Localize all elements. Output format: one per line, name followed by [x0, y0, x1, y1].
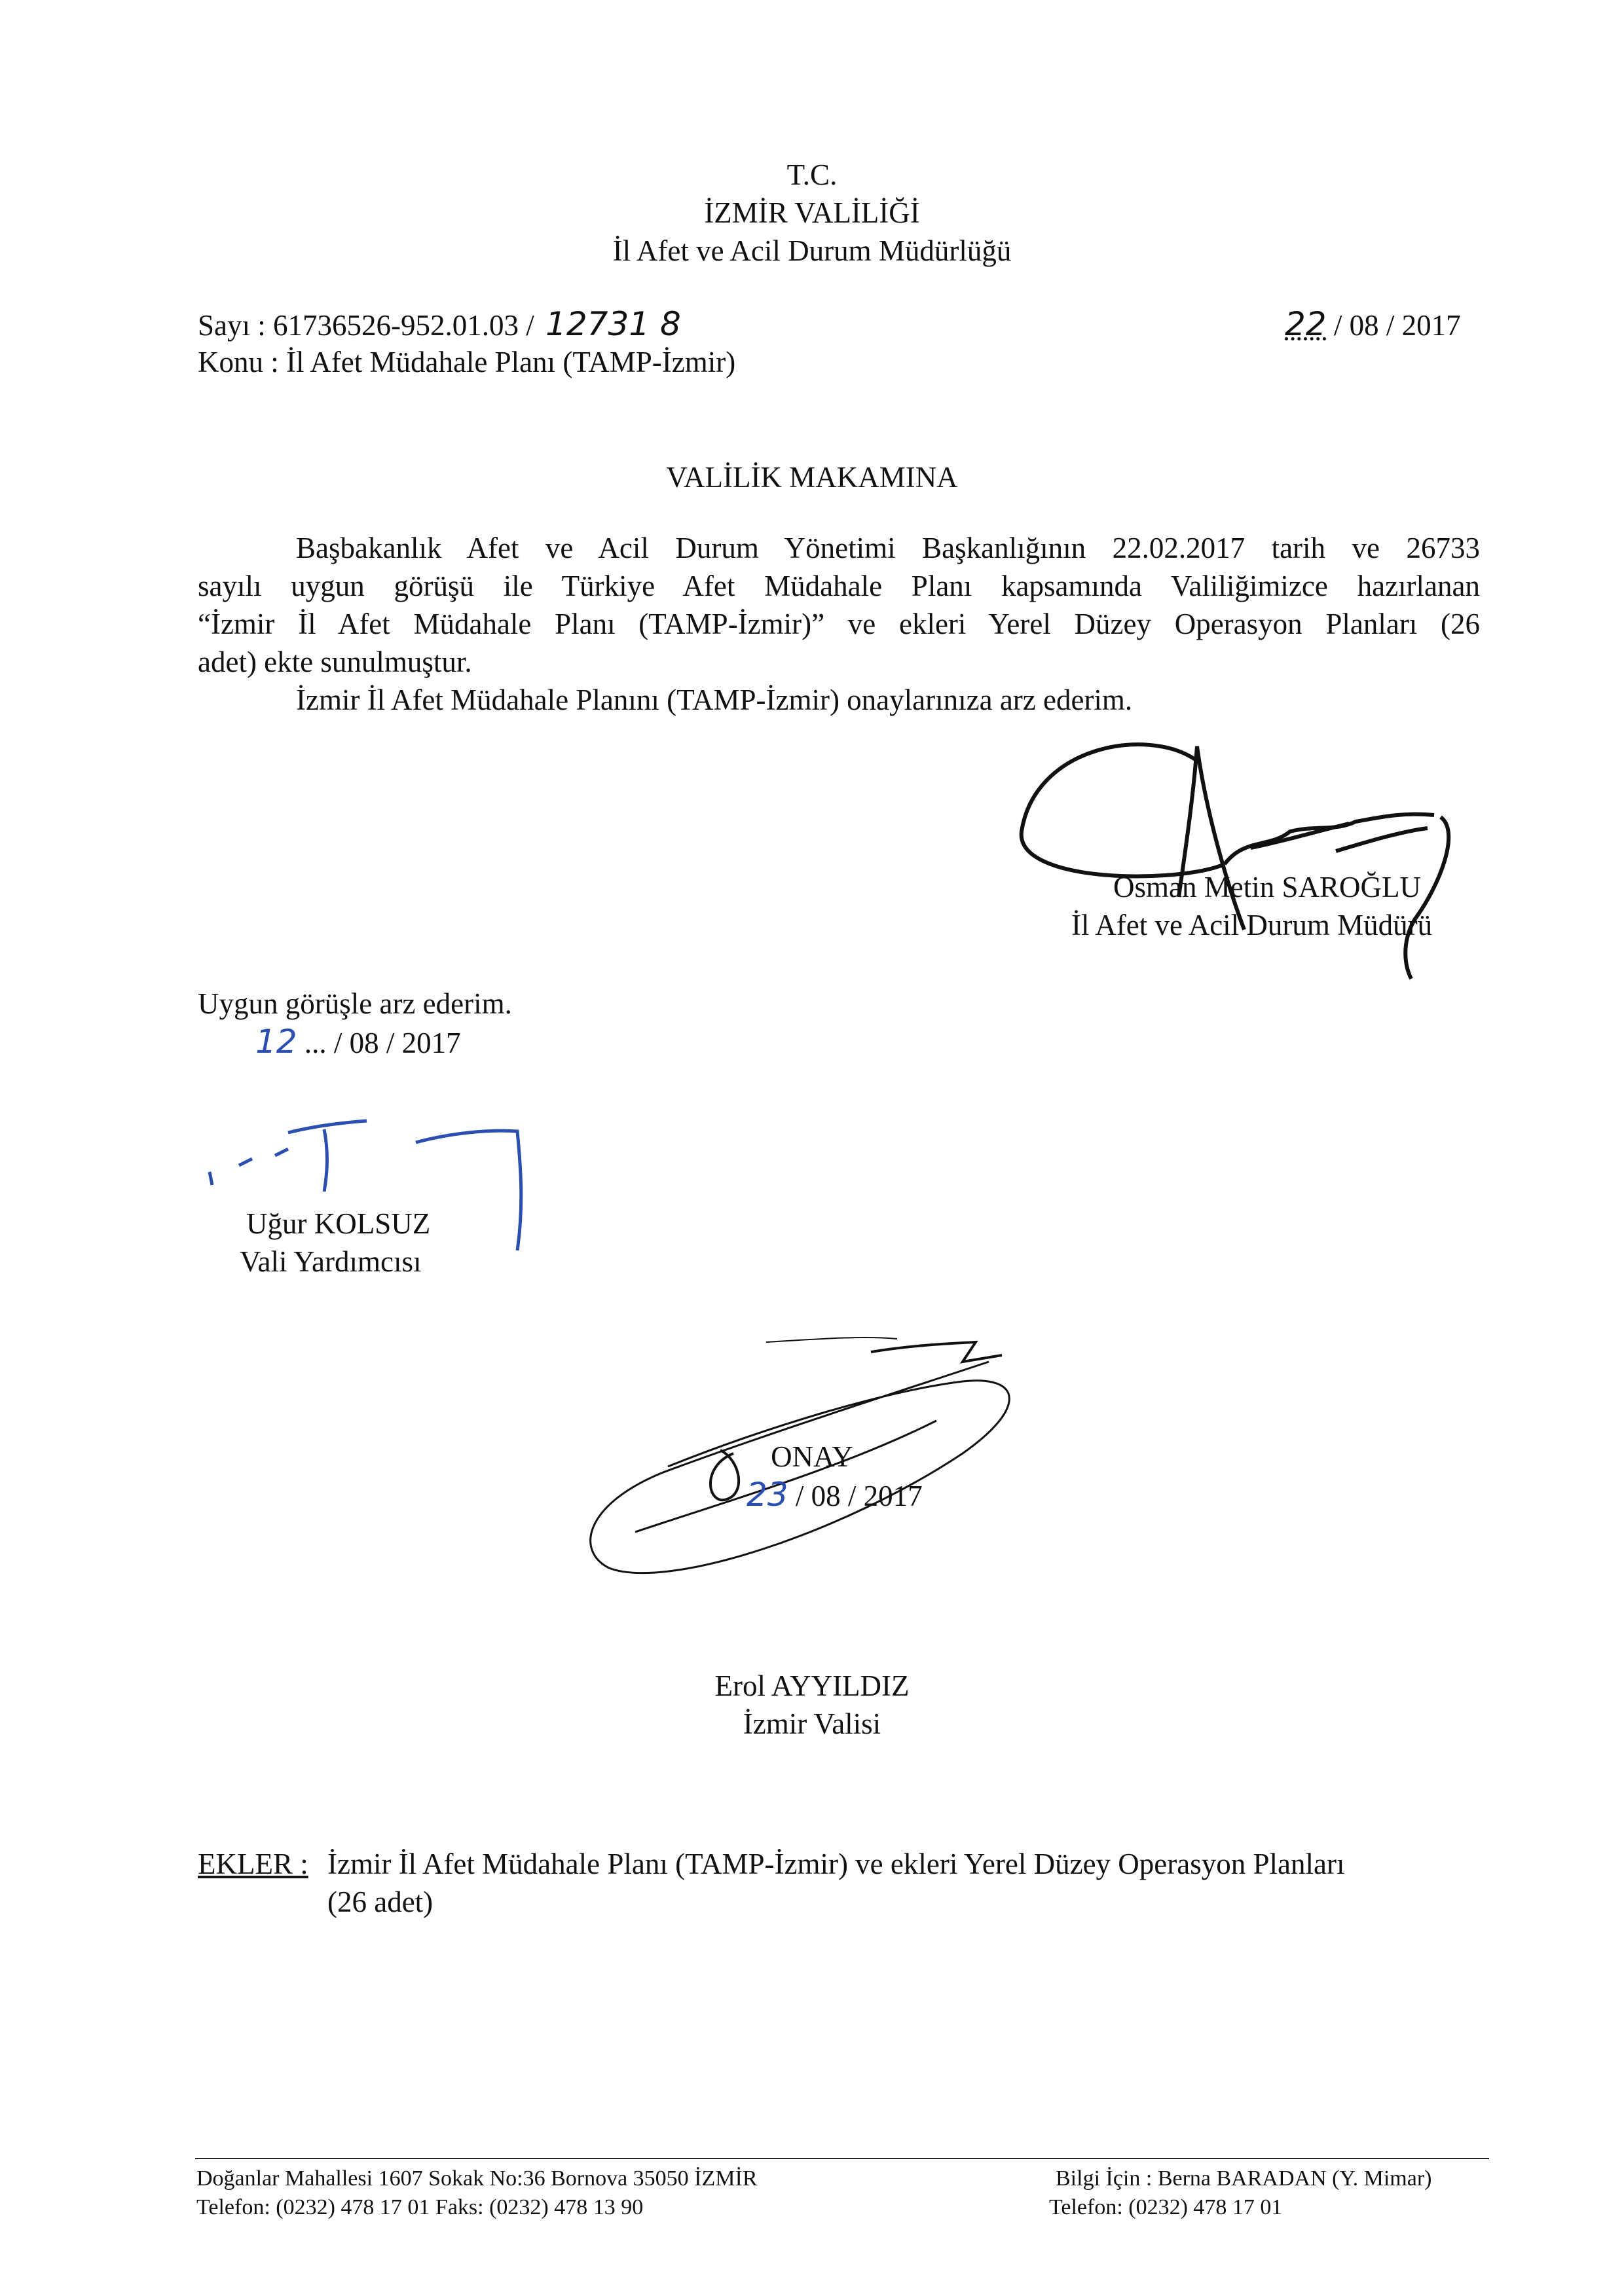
signature-director — [1008, 733, 1480, 982]
director-name: Osman Metin SAROĞLU — [1113, 871, 1421, 903]
sayi-line — [198, 305, 681, 344]
document-date — [1285, 305, 1461, 344]
body-line-1: Başbakanlık Afet ve Acil Durum Yönetimi Başkanlığının 22.02.2017 tarih ve 26733 — [296, 532, 1480, 564]
footer-info-contact: Bilgi İçin : Berna BARADAN (Y. Mimar) — [1056, 2166, 1432, 2191]
konu-label: Konu — [198, 346, 263, 378]
deputy-governor-name: Uğur KOLSUZ — [246, 1207, 431, 1240]
date-handwritten-day: 22 — [1285, 305, 1327, 343]
body-line-3: “İzmir İl Afet Müdahale Planı (TAMP-İzmir)” ve ekleri Yerel Düzey Operasyon Planları (26 — [198, 608, 1480, 640]
date-rest: / 08 / 2017 — [1333, 309, 1461, 342]
approval-label: ONAY — [771, 1440, 853, 1473]
recommendation-date-rest: / 08 / 2017 — [333, 1027, 461, 1059]
body-paragraph-2: İzmir İl Afet Müdahale Planını (TAMP-İzmir) onaylarınıza arz ederim. — [296, 683, 1133, 716]
approval-date-rest: / 08 / 2017 — [795, 1480, 923, 1512]
sayi-handwritten-number: 12731 8 — [545, 305, 681, 343]
footer-address: Doğanlar Mahallesi 1607 Sokak No:36 Bornova 35050 İZMİR — [196, 2166, 758, 2191]
governor-name: Erol AYYILDIZ — [714, 1669, 910, 1702]
attachments-line-2: (26 adet) — [327, 1886, 434, 1918]
approval-date — [747, 1476, 923, 1515]
header-institution: İZMİR VALİLİĞİ — [704, 196, 920, 229]
body-line-4: adet) ekte sunulmuştur. — [198, 646, 472, 678]
footer-divider — [195, 2158, 1489, 2159]
recommendation-date — [255, 1023, 461, 1062]
footer-phone-fax: Telefon: (0232) 478 17 01 Faks: (0232) 478 13 90 — [196, 2195, 644, 2219]
recommendation-handwritten-day: 12 — [255, 1023, 297, 1061]
recommendation-date-dots: ... — [304, 1027, 327, 1059]
deputy-governor-title: Vali Yardımcısı — [240, 1245, 422, 1278]
konu-text: : İl Afet Müdahale Planı (TAMP-İzmir) — [270, 346, 736, 378]
addressee: VALİLİK MAKAMINA — [666, 461, 958, 494]
approval-handwritten-day: 23 — [747, 1476, 788, 1514]
sayi-label: Sayı — [198, 309, 251, 342]
sayi-number: : 61736526-952.01.03 / — [257, 309, 534, 342]
attachments-line-1: İzmir İl Afet Müdahale Planı (TAMP-İzmir) ve ekleri Yerel Düzey Operasyon Planları — [327, 1848, 1345, 1880]
director-title: İl Afet ve Acil Durum Müdürü — [1071, 909, 1433, 941]
body-paragraph-1 — [198, 529, 1480, 719]
header-department: İl Afet ve Acil Durum Müdürlüğü — [612, 234, 1012, 267]
konu-line — [198, 343, 735, 381]
recommendation-text: Uygun görüşle arz ederim. — [198, 987, 512, 1020]
governor-title: İzmir Valisi — [743, 1707, 881, 1740]
body-line-2: sayılı uygun görüşü ile Türkiye Afet Müdahale Planı kapsamında Valiliğimizce hazırlanan — [198, 570, 1480, 602]
footer-info-phone: Telefon: (0232) 478 17 01 — [1049, 2195, 1283, 2219]
header-tc: T.C. — [786, 158, 838, 191]
attachments-label: EKLER : — [198, 1848, 308, 1880]
